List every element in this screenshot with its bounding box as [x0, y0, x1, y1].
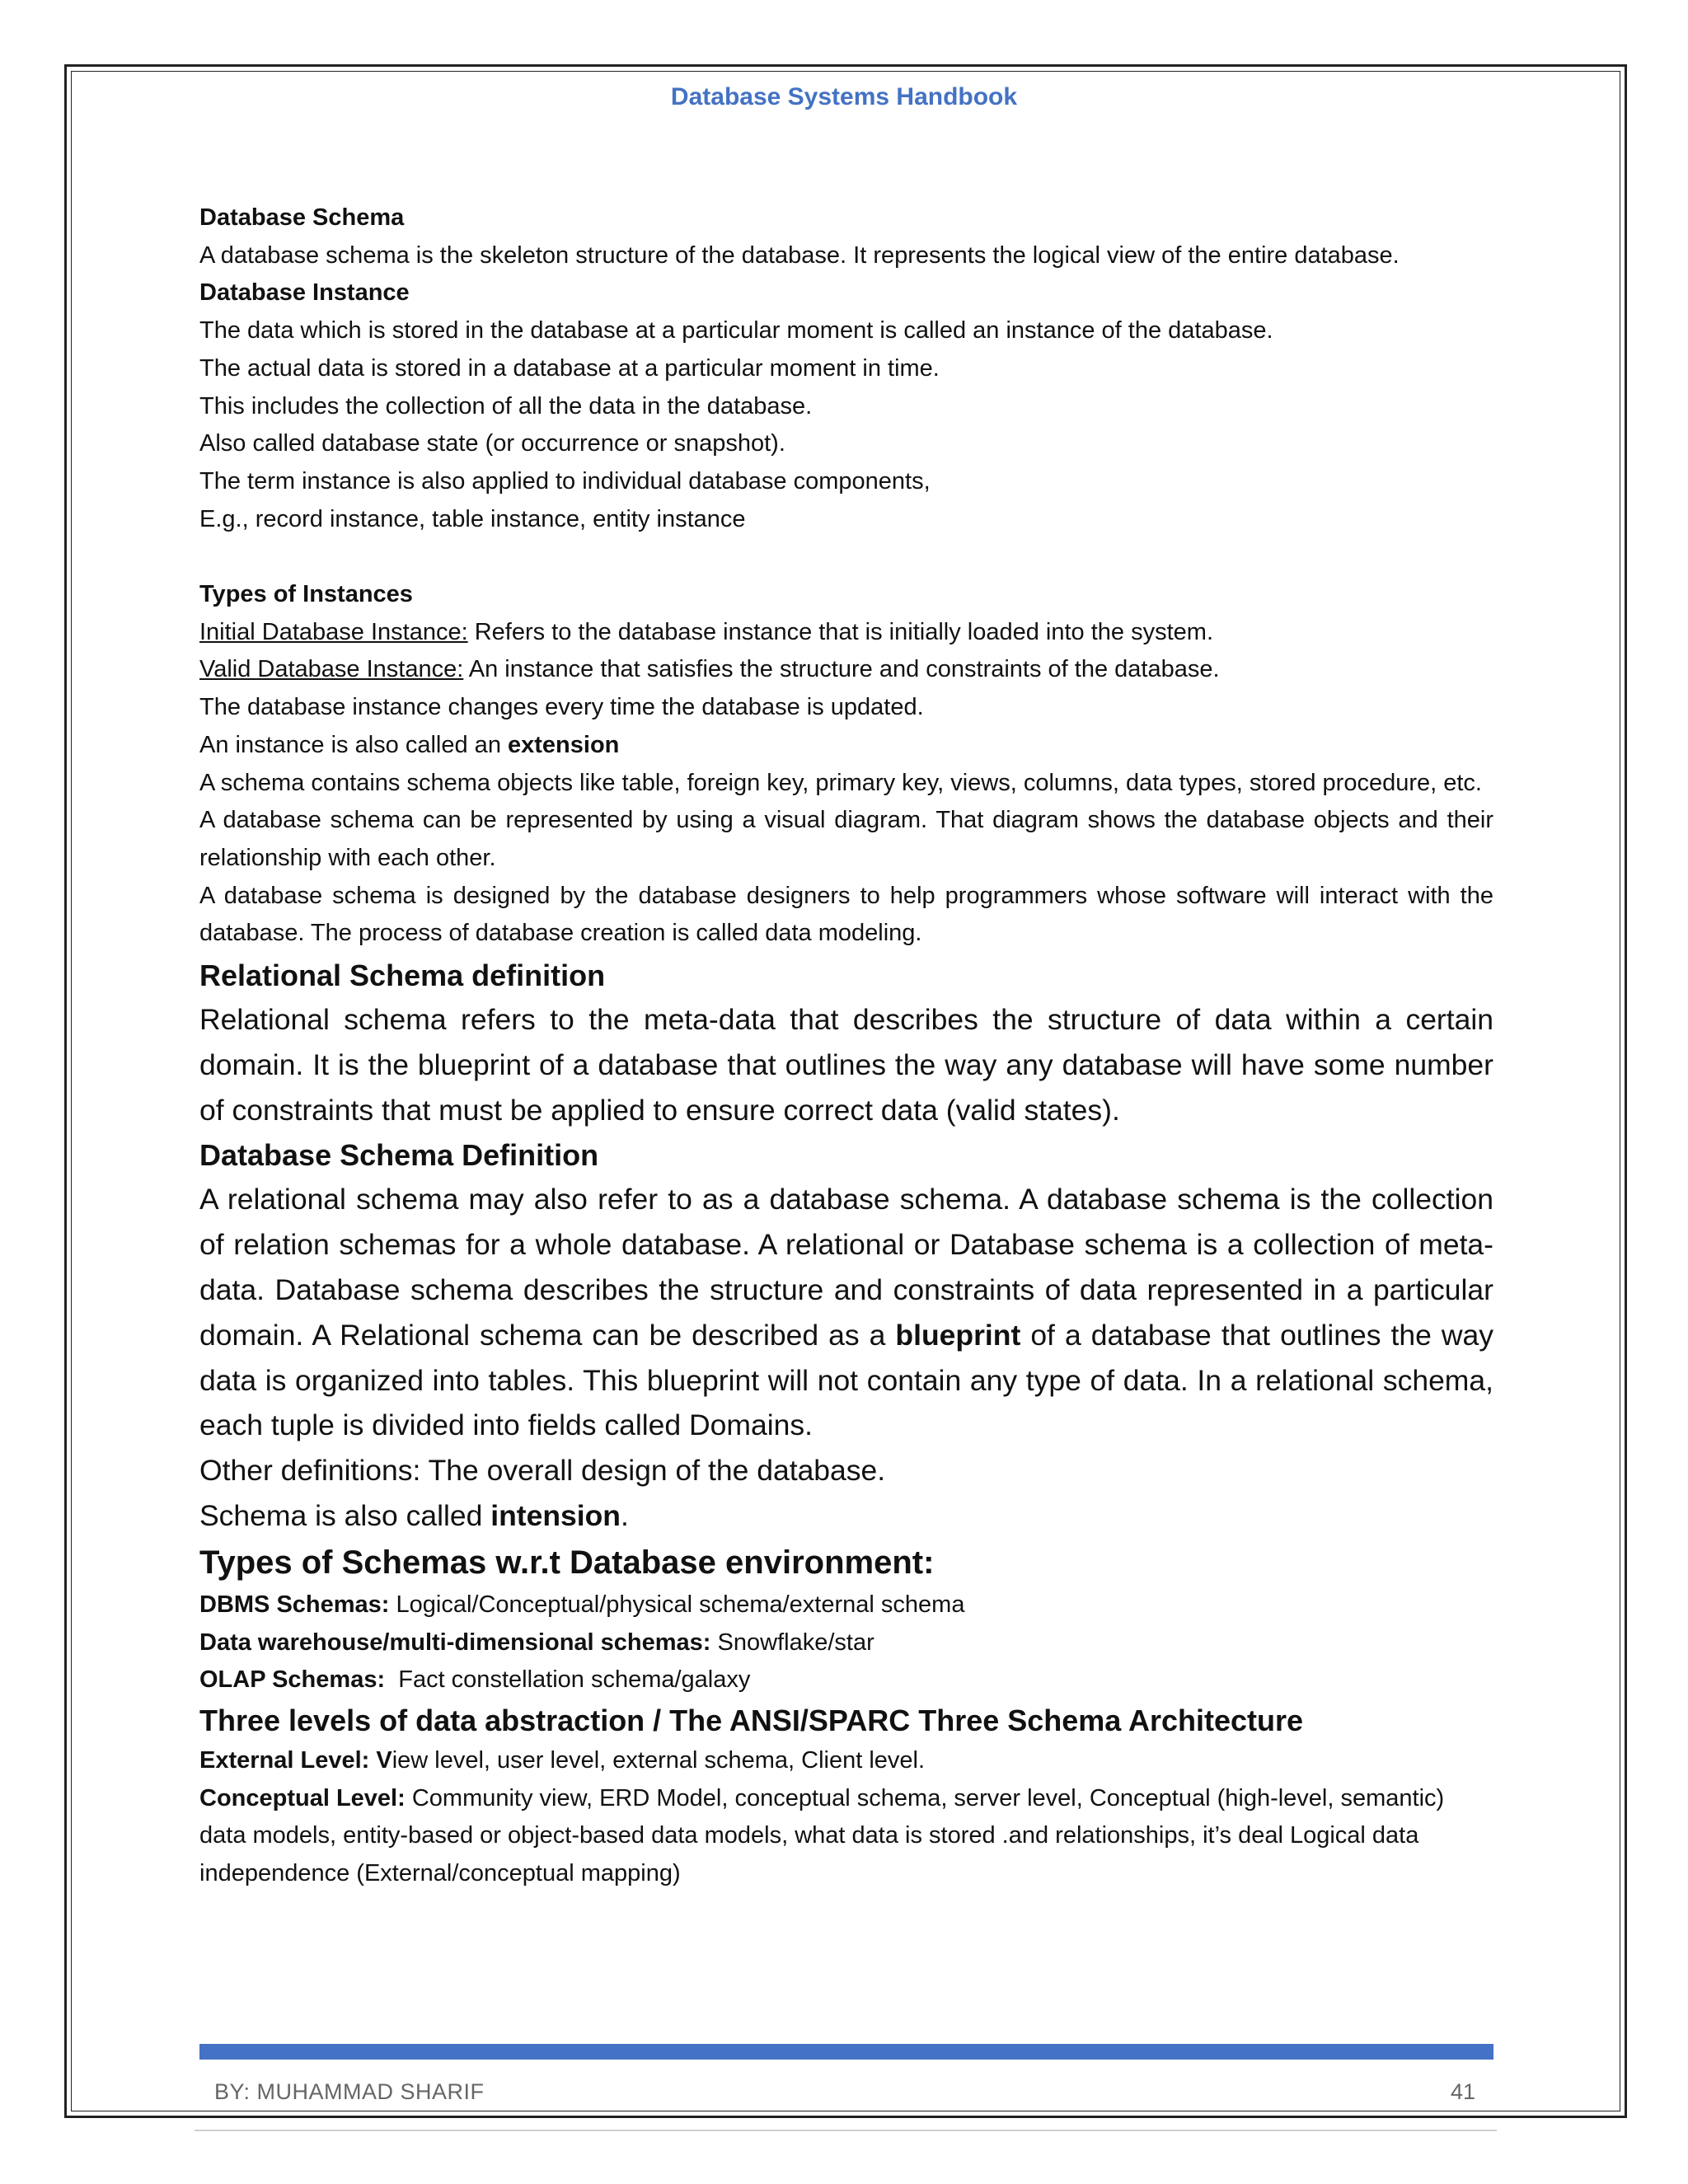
intension-term: intension — [490, 1499, 621, 1533]
intension-line — [199, 1493, 1493, 1539]
valid-instance-line — [199, 651, 1493, 689]
conceptual-level-text: Community view, ERD Model, conceptual schema, server level, Conceptual (high-level, semantic) data models, entity-based or object-based data models, what data is stored .and relationships, it’s deal Logical data independence (External/conceptual mapping) — [199, 1784, 1445, 1887]
footer-accent-bar — [199, 2044, 1493, 2060]
dbms-schemas-line — [199, 1586, 1493, 1624]
footer-author: BY: MUHAMMAD SHARIF — [214, 2079, 485, 2104]
db-schema-text-part2: of a database that outlines the way data is organized into tables. This blueprint will not contain any type of data. In a relational schema, each tuple is divided into fields called Domains. — [199, 1318, 1493, 1442]
external-level-text: iew level, user level, external schema, Client level. — [392, 1746, 926, 1774]
extension-term: extension — [508, 731, 620, 758]
extension-prefix: An instance is also called an — [199, 731, 508, 758]
page-content — [199, 199, 1493, 1893]
heading-database-schema-definition: Database Schema Definition — [199, 1138, 599, 1173]
conceptual-level-paragraph — [199, 1780, 1485, 1893]
instance-line: Also called database state (or occurrence or snapshot). — [199, 430, 785, 457]
instance-line: This includes the collection of all the data in the database. — [199, 392, 813, 419]
initial-instance-line — [199, 614, 1493, 652]
visual-diagram-paragraph: A database schema can be represented by using a visual diagram. That diagram shows the database objects and their relationship with each other. — [199, 807, 1493, 871]
instance-changes-line: The database instance changes every time the database is updated. — [199, 694, 924, 721]
valid-instance-text: An instance that satisfies the structure and constraints of the database. — [463, 656, 1220, 683]
database-schema-paragraph — [199, 1177, 1493, 1448]
data-warehouse-line — [199, 1624, 1493, 1662]
intension-suffix: . — [620, 1499, 629, 1533]
bottom-rule — [195, 2130, 1497, 2131]
data-warehouse-label: Data warehouse/multi-dimensional schemas: — [199, 1629, 711, 1656]
relational-schema-paragraph: Relational schema refers to the meta-data that describes the structure of data within a certain domain. It is the blueprint of a database that outlines the way any database will have some number of constraints that must be applied to ensure correct data (valid states). — [199, 1003, 1493, 1127]
blank-line — [199, 538, 1493, 576]
schema-definition: A database schema is the skeleton structure of the database. It represents the logical view of the entire database. — [199, 241, 1400, 269]
heading-types-of-schemas: Types of Schemas w.r.t Database environment: — [199, 1544, 935, 1581]
heading-database-instance: Database Instance — [199, 279, 410, 307]
initial-instance-text: Refers to the database instance that is initially loaded into the system. — [467, 618, 1213, 645]
olap-schemas-line — [199, 1661, 1493, 1699]
initial-instance-label: Initial Database Instance: — [199, 618, 468, 645]
external-level-label: External Level: V — [199, 1746, 392, 1774]
instance-line: The actual data is stored in a database at a particular moment in time. — [199, 354, 940, 382]
intension-prefix: Schema is also called — [199, 1499, 491, 1533]
extension-line — [199, 727, 1493, 765]
heading-three-levels: Three levels of data abstraction / The ANSI/SPARC Three Schema Architecture — [199, 1703, 1304, 1737]
db-schema-text-part1: A relational schema may also refer to as a database schema. A database schema is the collection of relation schemas for a whole database. A relational or Database schema is a collection of meta-data. Database schema describes the structure and constraints of data represented in a particular domain. A Relational schema can be described as a — [199, 1183, 1493, 1352]
valid-instance-label: Valid Database Instance: — [199, 656, 464, 683]
designed-by-paragraph: A database schema is designed by the database designers to help programmers whose software will interact with the database. The process of database creation is called data modeling. — [199, 882, 1493, 947]
dbms-schemas-text: Logical/Conceptual/physical schema/external schema — [389, 1591, 965, 1618]
heading-relational-schema-definition: Relational Schema definition — [199, 958, 606, 993]
olap-schemas-text: Fact constellation schema/galaxy — [385, 1666, 751, 1694]
dbms-schemas-label: DBMS Schemas: — [199, 1591, 390, 1618]
external-level-line — [199, 1742, 1493, 1780]
other-definitions-line: Other definitions: The overall design of the database. — [199, 1454, 886, 1488]
instance-line: The data which is stored in the database at a particular moment is called an instance of the database. — [199, 317, 1273, 344]
schema-objects-paragraph: A schema contains schema objects like table, foreign key, primary key, views, columns, data types, stored procedure, etc. — [199, 769, 1482, 796]
olap-schemas-label: OLAP Schemas: — [199, 1666, 386, 1694]
heading-types-of-instances: Types of Instances — [199, 581, 413, 608]
instance-line: E.g., record instance, table instance, entity instance — [199, 505, 746, 532]
heading-database-schema: Database Schema — [199, 204, 405, 231]
blueprint-term: blueprint — [895, 1318, 1021, 1352]
instance-line: The term instance is also applied to individual database components, — [199, 467, 931, 494]
footer-page-number: 41 — [1450, 2079, 1475, 2104]
data-warehouse-text: Snowflake/star — [710, 1629, 874, 1656]
page-header-title: Database Systems Handbook — [670, 83, 1018, 110]
conceptual-level-label: Conceptual Level: — [199, 1784, 406, 1811]
